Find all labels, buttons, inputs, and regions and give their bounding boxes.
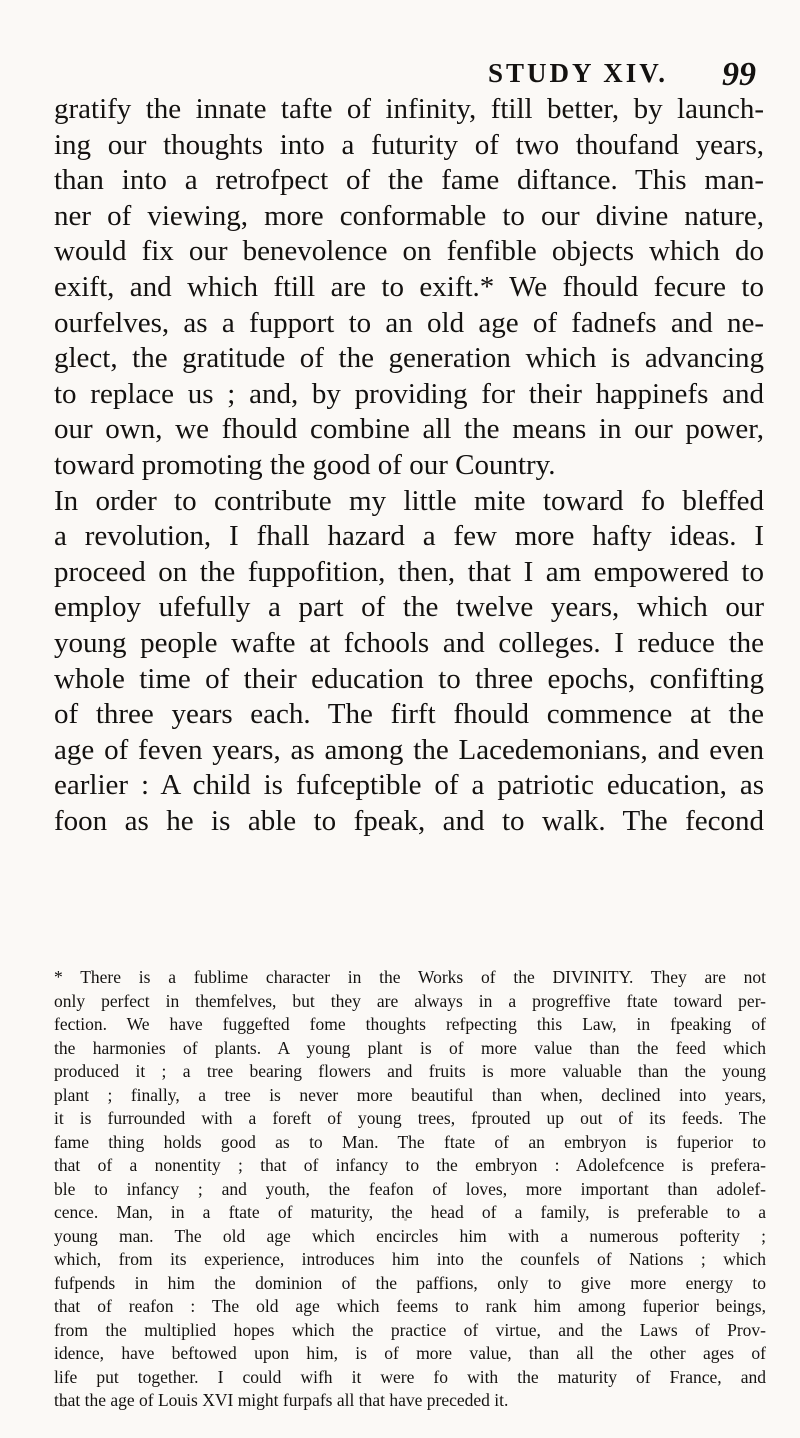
body-line: of three years each. The firft fhould commence at the [54,698,764,731]
body-line: ner of viewing, more conformable to our divine nature, [54,199,764,232]
body-line: earlier : A child is fufceptible of a patriotic education, as [54,769,764,802]
body-line: to replace us ; and, by providing for their happinefs and [54,377,764,410]
footnote-line: idence, have beftowed upon him, is of more value, than all the other ages of [54,1343,766,1363]
footnote-line: fame thing holds good as to Man. The ftate of an embryon is fuperior to [54,1131,766,1152]
footnote-line: fufpends in him the dominion of the paffions, only to give more energy to [54,1272,766,1293]
body-line: a revolution, I fhall hazard a few more hafty ideas. I [54,520,764,553]
running-head: STUDY XIV. [488,58,669,88]
footnote-line: cence. Man, in a ftate of maturity, the head of a family, is preferable to a [54,1202,766,1222]
body-line: proceed on the fuppofition, then, that I am empowered to [54,555,764,588]
body-line: glect, the gratitude of the generation which is advancing [54,342,764,375]
body-text [54,92,764,839]
footnote-line: that the age of Louis XVI might furpafs all that have preceded it. [54,1390,509,1410]
body-line: exift, and which ftill are to exift.* We fhould fecure to [54,270,764,303]
footnote [54,966,766,1413]
body-line: gratify the innate tafte of infinity, ftill better, by launch- [54,93,764,125]
ink-speck [404,1218,407,1221]
footnote-line: produced it ; a tree bearing flowers and fruits is more valuable than the young [54,1061,766,1081]
footnote-line: the harmonies of plants. A young plant is of more value than the feed which [54,1037,766,1058]
footnote-line: plant ; finally, a tree is never more beautiful than when, declined into years, [54,1084,766,1105]
footnote-line: that of a nonentity ; that of infancy to the embryon : Adolefcence is prefera- [54,1155,766,1175]
footnote-line: young man. The old age which encircles him with a numerous pofterity ; [54,1225,766,1246]
body-line: toward promoting the good of our Country. [54,448,556,481]
body-line: our own, we fhould combine all the means in our power, [54,413,764,446]
body-line: ing our thoughts into a futurity of two thoufand years, [54,128,764,161]
body-line: In order to contribute my little mite toward fo bleffed [54,484,764,517]
footnote-line: life put together. I could wifh it were fo with the maturity of France, and [54,1366,766,1387]
footnote-line: from the multiplied hopes which the practice of virtue, and the Laws of Prov- [54,1319,766,1340]
body-line: employ ufefully a part of the twelve years, which our [54,591,764,624]
page-number: 99 [722,56,756,93]
body-line: young people wafte at fchools and colleges. I reduce the [54,626,764,659]
footnote-line: only perfect in themfelves, but they are always in a progreffive ftate toward per- [54,990,766,1011]
footnote-line: ble to infancy ; and youth, the feafon of loves, more important than adolef- [54,1178,766,1199]
footnote-line: that of reafon : The old age which feems to rank him among fuperior beings, [54,1296,766,1316]
body-line: ourfelves, as a fupport to an old age of fadnefs and ne- [54,306,764,339]
body-line: age of feven years, as among the Lacedemonians, and even [54,733,764,766]
footnote-line: it is furrounded with a foreft of young trees, fprouted up out of its feeds. The [54,1108,766,1128]
footnote-line: * There is a fublime character in the Works of the DIVINITY. They are not [54,967,766,987]
ink-speck [62,1404,65,1407]
body-line: would fix our benevolence on fenfible objects which do [54,235,764,268]
footnote-line: which, from its experience, introduces him into the counfels of Nations ; which [54,1249,766,1269]
body-line: than into a retrofpect of the fame diftance. This man- [54,164,764,197]
body-line: foon as he is able to fpeak, and to walk. The fecond [54,804,764,837]
footnote-line: fection. We have fuggefted fome thoughts refpecting this Law, in fpeaking of [54,1014,766,1034]
body-line: whole time of their education to three epochs, confifting [54,662,764,695]
